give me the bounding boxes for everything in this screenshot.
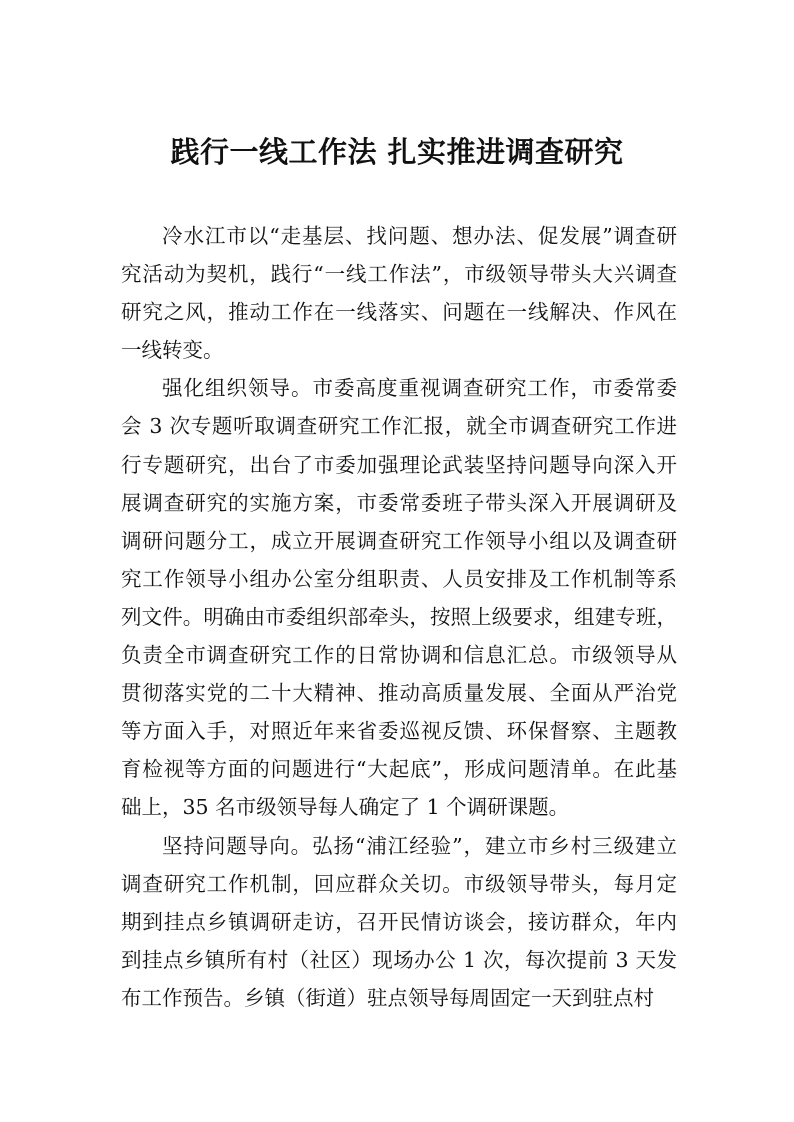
- document-title: 践行一线工作法 扎实推进调查研究: [170, 135, 624, 169]
- paragraph-1-line-1: 冷水江市以“走基层、找问题、想办法、促发展”调查研: [162, 224, 677, 248]
- paragraph-3-line-1: 坚持问题导向。弘扬“浦江经验”，建立市乡村三级建立: [162, 833, 677, 858]
- paragraph-2-line-2: 会 3 次专题听取调查研究工作汇报，就全市调查研究工作进: [121, 414, 677, 439]
- paragraph-2-line-7: 列文件。明确由市委组织部牵头，按照上级要求，组建专班，: [121, 604, 677, 629]
- document-body: [121, 217, 677, 1017]
- paragraph-2-line-6: 究工作领导小组办公室分组职责、人员安排及工作机制等系: [121, 566, 677, 591]
- paragraph-2-line-5: 调研问题分工，成立开展调查研究工作领导小组以及调查研: [121, 528, 677, 553]
- paragraph-2-line-12: 础上，35 名市级领导每人确定了 1 个调研课题。: [121, 795, 570, 820]
- paragraph-2-line-9: 贯彻落实党的二十大精神、推动高质量发展、全面从严治党: [121, 681, 677, 706]
- paragraph-2-line-11: 育检视等方面的问题进行“大起底”，形成问题清单。在此基: [121, 757, 677, 782]
- paragraph-2-line-10: 等方面入手，对照近年来省委巡视反馈、环保督察、主题教: [121, 719, 677, 744]
- paragraph-1-line-2: 究活动为契机，践行“一线工作法”，市级领导带头大兴调查: [121, 262, 677, 287]
- paragraph-3-line-5: 布工作预告。乡镇（街道）驻点领导每周固定一天到驻点村: [121, 985, 654, 1010]
- paragraph-2-line-4: 展调查研究的实施方案，市委常委班子带头深入开展调研及: [121, 490, 677, 515]
- paragraph-3-line-3: 期到挂点乡镇调研走访，召开民情访谈会，接访群众，年内: [121, 909, 677, 934]
- paragraph-2-line-1: 强化组织领导。市委高度重视调查研究工作，市委常委: [162, 376, 677, 401]
- paragraph-1-line-4: 一线转变。: [121, 338, 224, 363]
- paragraph-3-line-4: 到挂点乡镇所有村（社区）现场办公 1 次，每次提前 3 天发: [121, 947, 677, 972]
- paragraph-1-line-3: 研究之风，推动工作在一线落实、问题在一线解决、作风在: [121, 300, 677, 325]
- paragraph-2-line-3: 行专题研究，出台了市委加强理论武装坚持问题导向深入开: [121, 452, 677, 477]
- paragraph-3-line-2: 调查研究工作机制，回应群众关切。市级领导带头，每月定: [121, 871, 677, 896]
- paragraph-2-line-8: 负责全市调查研究工作的日常协调和信息汇总。市级领导从: [121, 643, 677, 668]
